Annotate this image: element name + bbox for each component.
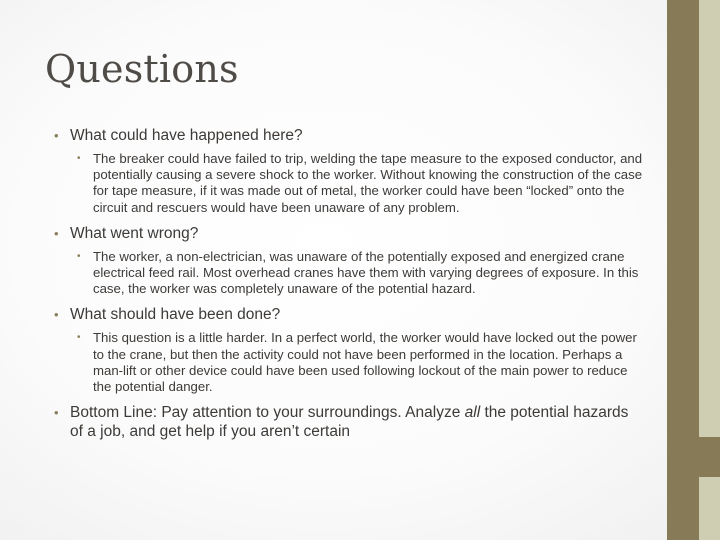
side-band-accent [699,437,720,477]
bullet-icon: • [54,225,59,241]
bullet-bottom-line [54,403,644,441]
bullet-answer-2 [54,249,644,298]
bullet-question-1 [54,126,644,145]
bullet-question-3 [54,305,644,324]
bullet-icon: • [54,128,59,143]
bullet-icon: • [77,153,81,164]
slide-title: Questions [45,47,239,91]
bottom-line-emphasis: all [464,404,481,422]
bottom-line-text-after: the potential hazards of a job, and get help if you aren’t certain [70,404,629,441]
bottom-line-text-before: Bottom Line: Pay attention to your surroundings. Analyze [70,404,465,422]
bullet-answer-1 [54,151,644,216]
side-band-dark [667,0,699,540]
answer-text: The worker, a non-electrician, was unaware of the potentially exposed and energized crane electrical feed rail. Most overhead cranes have them with varying degrees of exposure. In this case, the worker was completely unaware of the potential hazard. [93,248,639,297]
bullet-question-2 [54,224,644,243]
question-text: What could have happened here? [70,127,303,144]
bullet-answer-3 [54,330,644,395]
question-text: What should have been done? [70,306,281,324]
bullet-list [54,126,644,447]
bullet-icon: • [77,250,81,262]
question-text: What went wrong? [70,224,199,242]
bullet-icon: • [77,332,81,344]
answer-text: The breaker could have failed to trip, welding the tape measure to the exposed conductor, and potentially causing a severe shock to the worker. Without knowing the construction of the case for tape measure, if it was made out of metal, the worker could have been “locked” onto the circuit and rescuers would have been unaware of any problem. [93,151,643,215]
answer-text: This question is a little harder. In a perfect world, the worker would have locked out the power to the crane, but then the activity could not have been performed in the location. Perhaps a man-lift or other device could have been used following lockout of the main power to reduce the potential danger. [93,330,637,395]
bullet-icon: • [54,405,59,421]
bullet-icon: • [54,307,59,323]
